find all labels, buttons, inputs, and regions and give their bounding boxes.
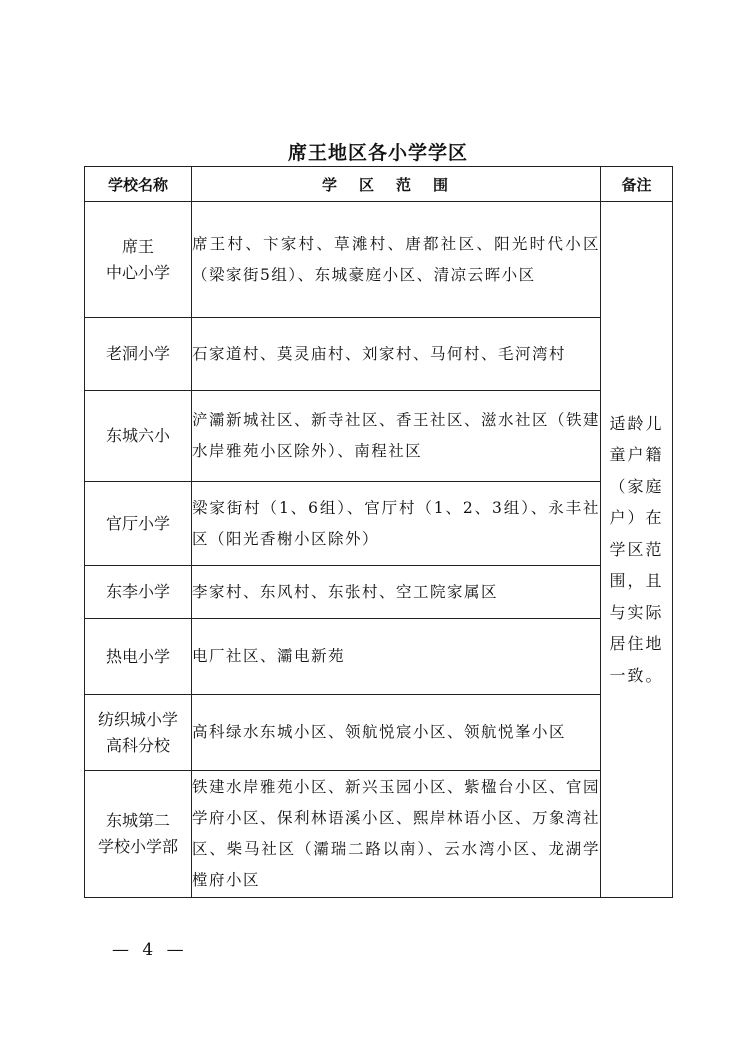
school-name-line: 高科分校 [105,735,170,755]
school-name-line: 东城第二 [105,811,170,830]
table-row [85,391,673,482]
school-name-line: 席王 [121,236,154,256]
table-header-row [85,167,673,202]
school-name-cell [85,771,192,898]
school-name-cell [85,566,192,619]
district-range-cell: 铁建水岸雅苑小区、新兴玉园小区、紫楹台小区、官园学府小区、保利林语溪小区、熙岸林语小区、万象湾社区、柴马社区（灞瑞二路以南）、云水湾小区、龙湖学樘府小区 [192,771,601,898]
page-number: — 4 — [112,940,188,960]
header-remark: 备注 [601,167,673,202]
school-name-cell [85,619,192,695]
table-row [85,619,673,695]
header-school-name: 学校名称 [85,167,192,202]
school-district-table [84,166,673,898]
table-row [85,566,673,619]
school-name-cell [85,391,192,482]
district-range-cell: 电厂社区、灞电新苑 [192,619,601,695]
table-row [85,771,673,898]
header-district-range: 学区范围 [192,167,601,202]
school-name-line: 老洞小学 [105,344,170,363]
district-range-cell: 浐灞新城社区、新寺社区、香王社区、滋水社区（铁建水岸雅苑小区除外）、南程社区 [192,391,601,482]
district-range-cell: 席王村、卞家村、草滩村、唐都社区、阳光时代小区（梁家街5组）、东城豪庭小区、清凉云晖小区 [192,202,601,318]
table-row [85,695,673,771]
school-name-cell [85,202,192,318]
school-name-line: 纺织城小学 [97,709,178,729]
district-range-cell: 高科绿水东城小区、领航悦宸小区、领航悦峯小区 [192,695,601,771]
school-name-line: 东城六小 [105,426,170,445]
school-name-cell [85,695,192,771]
district-range-cell: 李家村、东风村、东张村、空工院家属区 [192,566,601,619]
table-row [85,318,673,391]
school-name-cell [85,482,192,566]
table-row [85,482,673,566]
page-title: 席王地区各小学学区 [287,142,468,164]
school-name-line: 热电小学 [105,646,170,666]
school-name-line: 东李小学 [105,582,170,601]
school-name-line: 学校小学部 [97,837,178,856]
school-name-line: 官厅小学 [105,513,170,533]
school-name-cell [85,318,192,391]
district-range-cell: 梁家街村（1、6组）、官厅村（1、2、3组）、永丰社区（阳光香榭小区除外） [192,482,601,566]
district-range-cell: 石家道村、莫灵庙村、刘家村、马何村、毛河湾村 [192,318,601,391]
remark-cell: 适龄儿童户籍（家庭户）在学区范围，且与实际居住地一致。 [601,202,673,898]
table-row [85,202,673,318]
school-name-line: 中心小学 [105,262,170,282]
